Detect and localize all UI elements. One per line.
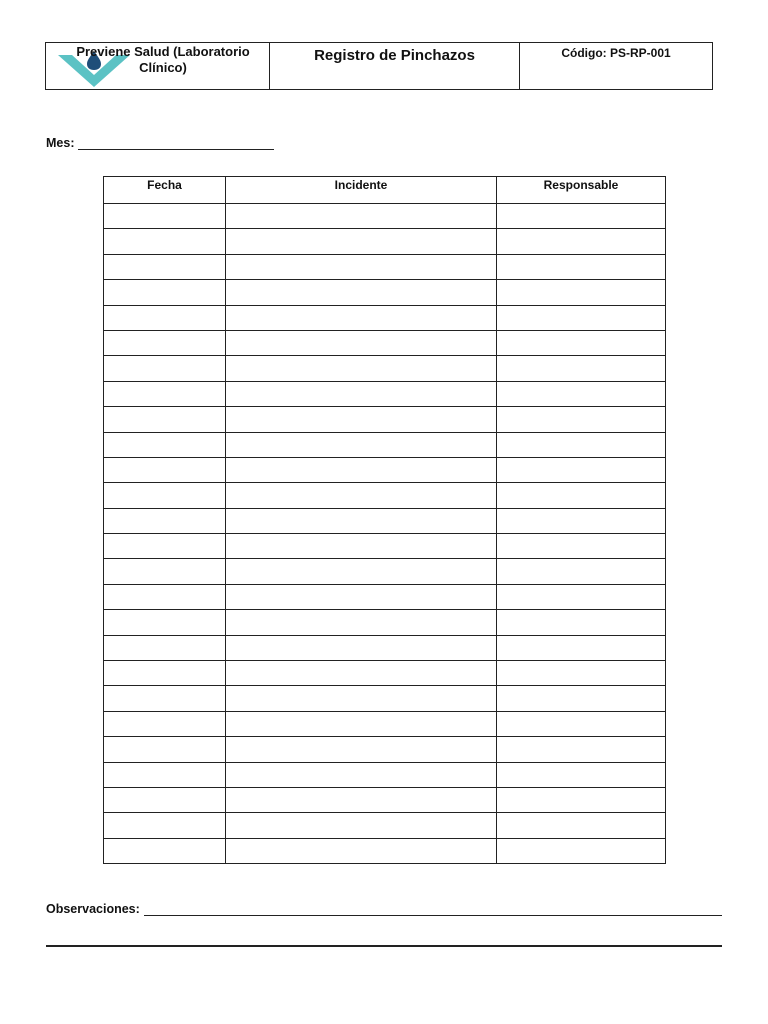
cell-responsable[interactable]	[497, 584, 666, 609]
table-body	[104, 204, 666, 864]
cell-fecha[interactable]	[104, 737, 226, 762]
cell-incidente[interactable]	[226, 686, 497, 711]
table-row	[104, 584, 666, 609]
cell-incidente[interactable]	[226, 559, 497, 584]
table-row	[104, 280, 666, 305]
column-header-fecha: Fecha	[104, 177, 226, 204]
cell-fecha[interactable]	[104, 229, 226, 254]
cell-incidente[interactable]	[226, 254, 497, 279]
table-row	[104, 356, 666, 381]
cell-responsable[interactable]	[497, 661, 666, 686]
cell-responsable[interactable]	[497, 508, 666, 533]
table-row	[104, 787, 666, 812]
cell-fecha[interactable]	[104, 508, 226, 533]
cell-responsable[interactable]	[497, 813, 666, 838]
cell-fecha[interactable]	[104, 356, 226, 381]
bottom-divider	[46, 945, 722, 947]
table-row	[104, 204, 666, 229]
cell-fecha[interactable]	[104, 661, 226, 686]
organization-name: Previene Salud (Laboratorio Clínico)	[76, 44, 250, 75]
cell-fecha[interactable]	[104, 534, 226, 559]
cell-fecha[interactable]	[104, 711, 226, 736]
column-header-incidente: Incidente	[226, 177, 497, 204]
cell-incidente[interactable]	[226, 204, 497, 229]
cell-incidente[interactable]	[226, 381, 497, 406]
table-row	[104, 483, 666, 508]
cell-incidente[interactable]	[226, 457, 497, 482]
cell-responsable[interactable]	[497, 356, 666, 381]
cell-fecha[interactable]	[104, 280, 226, 305]
cell-incidente[interactable]	[226, 305, 497, 330]
cell-responsable[interactable]	[497, 305, 666, 330]
cell-fecha[interactable]	[104, 610, 226, 635]
table-row	[104, 635, 666, 660]
cell-incidente[interactable]	[226, 787, 497, 812]
cell-responsable[interactable]	[497, 280, 666, 305]
cell-responsable[interactable]	[497, 381, 666, 406]
cell-responsable[interactable]	[497, 483, 666, 508]
observations-label: Observaciones:	[46, 902, 140, 916]
cell-responsable[interactable]	[497, 787, 666, 812]
cell-incidente[interactable]	[226, 483, 497, 508]
document-code: Código: PS-RP-001	[561, 46, 671, 60]
month-field-row	[46, 136, 274, 150]
cell-fecha[interactable]	[104, 407, 226, 432]
header-code-cell	[520, 43, 712, 89]
table-row	[104, 737, 666, 762]
table-row	[104, 330, 666, 355]
cell-fecha[interactable]	[104, 838, 226, 863]
table-row	[104, 711, 666, 736]
cell-fecha[interactable]	[104, 432, 226, 457]
document-header	[45, 42, 713, 90]
header-title-cell	[270, 43, 520, 89]
cell-fecha[interactable]	[104, 483, 226, 508]
cell-incidente[interactable]	[226, 838, 497, 863]
table-row	[104, 381, 666, 406]
table-row	[104, 432, 666, 457]
cell-incidente[interactable]	[226, 610, 497, 635]
cell-responsable[interactable]	[497, 407, 666, 432]
cell-responsable[interactable]	[497, 432, 666, 457]
cell-incidente[interactable]	[226, 661, 497, 686]
cell-incidente[interactable]	[226, 407, 497, 432]
cell-fecha[interactable]	[104, 686, 226, 711]
month-input-line[interactable]	[78, 137, 274, 150]
table-row	[104, 762, 666, 787]
cell-incidente[interactable]	[226, 534, 497, 559]
month-label: Mes:	[46, 136, 75, 150]
cell-incidente[interactable]	[226, 280, 497, 305]
table-row	[104, 457, 666, 482]
table-header-row	[104, 177, 666, 204]
cell-responsable[interactable]	[497, 737, 666, 762]
cell-incidente[interactable]	[226, 229, 497, 254]
table-row	[104, 813, 666, 838]
cell-fecha[interactable]	[104, 204, 226, 229]
cell-incidente[interactable]	[226, 762, 497, 787]
observations-input-line[interactable]	[144, 903, 722, 916]
cell-incidente[interactable]	[226, 432, 497, 457]
cell-incidente[interactable]	[226, 356, 497, 381]
cell-responsable[interactable]	[497, 838, 666, 863]
cell-fecha[interactable]	[104, 762, 226, 787]
cell-responsable[interactable]	[497, 610, 666, 635]
cell-responsable[interactable]	[497, 204, 666, 229]
cell-responsable[interactable]	[497, 229, 666, 254]
cell-responsable[interactable]	[497, 254, 666, 279]
cell-responsable[interactable]	[497, 457, 666, 482]
table-row	[104, 686, 666, 711]
cell-incidente[interactable]	[226, 813, 497, 838]
cell-fecha[interactable]	[104, 813, 226, 838]
cell-fecha[interactable]	[104, 787, 226, 812]
table-row	[104, 254, 666, 279]
cell-responsable[interactable]	[497, 711, 666, 736]
cell-fecha[interactable]	[104, 559, 226, 584]
cell-responsable[interactable]	[497, 686, 666, 711]
table-row	[104, 508, 666, 533]
cell-incidente[interactable]	[226, 508, 497, 533]
cell-incidente[interactable]	[226, 711, 497, 736]
cell-fecha[interactable]	[104, 457, 226, 482]
cell-incidente[interactable]	[226, 635, 497, 660]
observations-field-row	[46, 902, 722, 916]
table-row	[104, 838, 666, 863]
header-organization-cell	[46, 43, 270, 89]
cell-incidente[interactable]	[226, 584, 497, 609]
table-row	[104, 229, 666, 254]
cell-fecha[interactable]	[104, 305, 226, 330]
table-row	[104, 610, 666, 635]
cell-responsable[interactable]	[497, 534, 666, 559]
cell-fecha[interactable]	[104, 381, 226, 406]
cell-responsable[interactable]	[497, 635, 666, 660]
table-row	[104, 559, 666, 584]
cell-fecha[interactable]	[104, 330, 226, 355]
table-row	[104, 305, 666, 330]
incident-log-table	[103, 176, 666, 864]
table-row	[104, 534, 666, 559]
cell-incidente[interactable]	[226, 330, 497, 355]
cell-incidente[interactable]	[226, 737, 497, 762]
table-row	[104, 407, 666, 432]
cell-fecha[interactable]	[104, 635, 226, 660]
document-title: Registro de Pinchazos	[314, 47, 475, 64]
cell-responsable[interactable]	[497, 330, 666, 355]
column-header-responsable: Responsable	[497, 177, 666, 204]
cell-responsable[interactable]	[497, 559, 666, 584]
cell-fecha[interactable]	[104, 254, 226, 279]
cell-fecha[interactable]	[104, 584, 226, 609]
cell-responsable[interactable]	[497, 762, 666, 787]
table-row	[104, 661, 666, 686]
